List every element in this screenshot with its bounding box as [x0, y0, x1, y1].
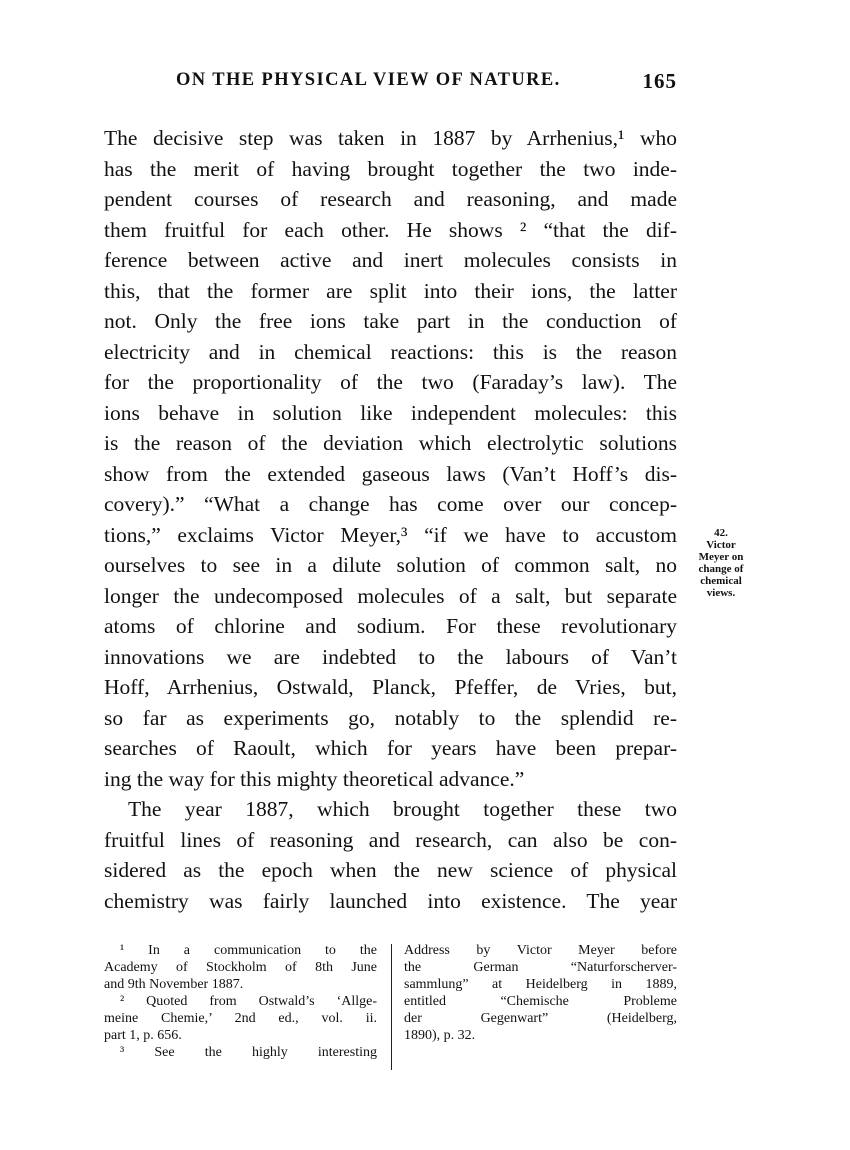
running-title: ON THE PHYSICAL VIEW OF NATURE. [176, 70, 561, 90]
body-line: for the proportionality of the two (Faraday’s law). The [104, 370, 677, 394]
footnotes-right-column [404, 942, 677, 1044]
footnote-line: the German “Naturforscherver- [404, 960, 677, 975]
footnote-line: sammlung” at Heidelberg in 1889, [404, 977, 677, 992]
footnotes [104, 942, 677, 1072]
page-number: 165 [642, 69, 677, 93]
body-line: electricity and in chemical reactions: this is the reason [104, 339, 677, 364]
footnote-line: 1890), p. 32. [404, 1028, 476, 1043]
body-line: ference between active and inert molecules consists in [104, 248, 677, 272]
body-line: tions,” exclaims Victor Meyer,³ “if we have to accustom [104, 522, 677, 547]
body-line: ing the way for this mighty theoretical advance.” [104, 766, 525, 791]
body-line: this, that the former are split into their ions, the latter [104, 278, 677, 303]
page-header [104, 70, 677, 100]
footnote-line: Academy of Stockholm of 8th June [104, 960, 377, 975]
footnote-line: part 1, p. 656. [104, 1028, 182, 1043]
body-line: innovations we are indebted to the labours of Van’t [104, 644, 677, 669]
marginal-note-line: change of [698, 563, 744, 575]
body-line: not. Only the free ions take part in the conduction of [104, 309, 677, 333]
footnote-line: entitled “Chemische Probleme [404, 994, 677, 1009]
body-line: Hoff, Arrhenius, Ostwald, Planck, Pfeffer, de Vries, but, [104, 675, 677, 699]
footnote-line: and 9th November 1887. [104, 977, 244, 992]
marginal-note-line: views. [706, 587, 736, 599]
marginal-note [681, 527, 761, 599]
marginal-note-line: Victor [706, 539, 736, 551]
footnote-line: der Gegenwart” (Heidelberg, [404, 1011, 677, 1026]
body-line: so far as experiments go, notably to the splendid re- [104, 705, 677, 730]
footnote-line: ¹ In a communication to the [120, 943, 377, 958]
body-line: chemistry was fairly launched into existence. The year [104, 888, 677, 913]
footnote-line: Address by Victor Meyer before [404, 943, 677, 958]
body-line: The year 1887, which brought together these two [128, 797, 677, 821]
body-line: show from the extended gaseous laws (Van’t Hoff’s dis- [104, 461, 677, 486]
footnotes-left-column [104, 942, 377, 1061]
marginal-note-line: Meyer on [698, 551, 744, 563]
marginal-note-line: chemical [700, 575, 742, 587]
footnote-line: meine Chemie,’ 2nd ed., vol. ii. [104, 1011, 377, 1026]
body-line: covery).” “What a change has come over our concep- [104, 492, 677, 516]
body-line: The decisive step was taken in 1887 by Arrhenius,¹ who [104, 126, 677, 150]
body-line: searches of Raoult, which for years have been prepar- [104, 736, 677, 760]
body-line: ourselves to see in a dilute solution of common salt, no [104, 553, 677, 577]
body-line: atoms of chlorine and sodium. For these revolutionary [104, 614, 677, 638]
body-line: longer the undecomposed molecules of a salt, but separate [104, 583, 677, 608]
footnote-column-divider [391, 944, 392, 1070]
body-line: has the merit of having brought together the two inde- [104, 156, 677, 181]
body-line: ions behave in solution like independent molecules: this [104, 400, 677, 425]
body-line: is the reason of the deviation which electrolytic solutions [104, 431, 677, 455]
body-line: them fruitful for each other. He shows ² “that the dif- [104, 217, 677, 242]
marginal-note-number: 42. [714, 527, 728, 539]
footnote-line: ² Quoted from Ostwald’s ‘Allge- [120, 994, 377, 1009]
body-line: fruitful lines of reasoning and research, can also be con- [104, 827, 677, 852]
body-text [104, 123, 677, 916]
footnote-line: ³ See the highly interesting [120, 1045, 377, 1060]
body-line: pendent courses of research and reasoning, and made [104, 187, 677, 211]
body-line: sidered as the epoch when the new science of physical [104, 858, 677, 882]
